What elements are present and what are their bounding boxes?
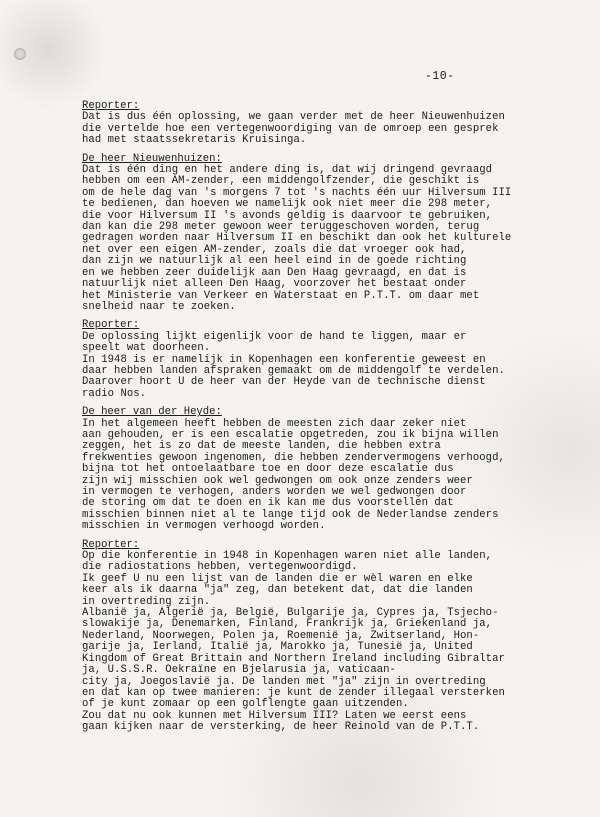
transcript-block	[82, 407, 592, 532]
speaker-label: De heer van der Heyde:	[82, 406, 222, 419]
transcript-line: ja, U.S.S.R. Oekraïne en Bjelarusia ja, vaticaan-	[82, 664, 396, 677]
transcript-line: en dat kan op twee manieren: je kunt de zender illegaal versterken	[82, 686, 505, 699]
transcript-line: zijn wij misschien ook wel gedwongen om ook onze zenders weer	[82, 474, 473, 487]
transcript-line: en we hebben zeer duidelijk aan Den Haag gevraagd, en dat is	[82, 266, 467, 279]
transcript-line: Kingdom of Great Brittain and Northern Ireland including Gibraltar	[82, 652, 505, 665]
transcript-line: had met staatssekretaris Kruisinga.	[82, 134, 307, 147]
transcript-line: snelheid naar te zoeken.	[82, 300, 236, 313]
transcript-block	[82, 320, 592, 400]
transcript-line: de storing om dat te doen en ik kan me dus voorstellen dat	[82, 497, 454, 510]
transcript-line: In het algemeen heeft hebben de meesten zich daar zeker niet	[82, 417, 467, 430]
transcript-line: Ik geef U nu een lijst van de landen die er wèl waren en elke	[82, 572, 473, 585]
transcript-line: zeggen, het is zo dat de meeste landen, die hebben extra	[82, 440, 441, 453]
transcript-line: of je kunt zomaar op een golflengte gaan uitzenden.	[82, 698, 409, 711]
transcript-line: die vertelde hoe een vertegenwoordiging van de omroep een gesprek	[82, 122, 499, 135]
punch-hole	[14, 48, 26, 60]
transcript-line: city ja, Joegoslavië ja. De landen met "ja" zijn in overtreding	[82, 675, 486, 688]
transcript-line: om de hele dag van 's morgens 7 tot 's nachts één uur Hilversum III	[82, 186, 512, 199]
transcript-line: In 1948 is er namelijk in Kopenhagen een konferentie geweest en	[82, 353, 486, 366]
transcript-block	[82, 154, 592, 314]
transcript-line: dan zijn we natuurlijk al een heel eind in de goede richting	[82, 255, 467, 268]
speaker-label: Reporter:	[82, 538, 140, 551]
transcript-line: natuurlijk niet alleen Den Haag, voorzover het bestaat onder	[82, 278, 467, 291]
transcript-line: aan gehouden, er is een escalatie opgetreden, zou ik bijna willen	[82, 428, 499, 441]
transcript-line: die radiostations hebben, vertegenwoordigd.	[82, 561, 358, 574]
transcript-line: slowakije ja, Denemarken, Finland, Frankrijk ja, Griekenland ja,	[82, 618, 493, 631]
transcript-line: Dat is dus één oplossing, we gaan verder met de heer Nieuwenhuizen	[82, 111, 505, 124]
transcript-line: het Ministerie van Verkeer en Waterstaat en P.T.T. om daar met	[82, 289, 480, 302]
transcript-line: misschien binnen niet al te lange tijd ook de Nederlandse zenders	[82, 508, 499, 521]
transcript-line: bijna tot het ontoelaatbare toe en door deze escalatie dus	[82, 463, 454, 476]
transcript-line: Op die konferentie in 1948 in Kopenhagen waren niet alle landen,	[82, 550, 493, 563]
transcript-line: Albanië ja, Algerië ja, België, Bulgarije ja, Cypres ja, Tsjecho-	[82, 607, 499, 620]
transcript-line: speelt wat doorheen.	[82, 342, 211, 355]
transcript-line: in overtreding zijn.	[82, 595, 211, 608]
transcript-body	[82, 101, 592, 741]
transcript-line: frekwenties gewoon ingenomen, die hebben zendervermogens verhoogd,	[82, 451, 505, 464]
transcript-line: die voor Hilversum II 's avonds geldig is daarvoor te gebruiken,	[82, 209, 493, 222]
transcript-line: gaan kijken naar de versterking, de heer Reinold van de P.T.T.	[82, 721, 480, 734]
transcript-block	[82, 101, 592, 147]
transcript-line: misschien in vermogen verhoogd worden.	[82, 520, 326, 533]
transcript-line: hebben om een AM-zender, een middengolfzender, die geschikt is	[82, 175, 480, 188]
transcript-line: garije ja, Ierland, Italië ja, Marokko ja, Tunesië ja, United	[82, 641, 473, 654]
transcript-line: Daarover hoort U de heer van der Heyde van de technische dienst	[82, 376, 486, 389]
page-number: -10-	[425, 70, 455, 83]
transcript-line: Dat is één ding en het andere ding is, dat wij dringend gevraagd	[82, 164, 493, 177]
transcript-line: daar hebben landen afspraken gemaakt om de middengolf te verdelen.	[82, 364, 505, 377]
speaker-label: Reporter:	[82, 319, 140, 332]
speaker-label: Reporter:	[82, 100, 140, 112]
speaker-label: De heer Nieuwenhuizen:	[82, 152, 222, 165]
transcript-line: radio Nos.	[82, 387, 147, 400]
transcript-line: Nederland, Noorwegen, Polen ja, Roemenië ja, Zwitserland, Hon-	[82, 629, 480, 642]
transcript-line: Zou dat nu ook kunnen met Hilversum III? Laten we eerst eens	[82, 709, 467, 722]
transcript-line: te bedienen, dan hoeven we namelijk ook niet meer die 298 meter,	[82, 198, 493, 211]
transcript-line: net over een eigen AM-zender, zoals die dat vroeger ook had,	[82, 243, 467, 256]
transcript-line: De oplossing lijkt eigenlijk voor de hand te liggen, maar er	[82, 330, 467, 343]
transcript-line: in vermogen te verhogen, anders worden we wel gedwongen door	[82, 486, 467, 498]
transcript-line: gedragen worden naar Hilversum II en beschikt dan ook het kulturele	[82, 232, 512, 245]
transcript-block	[82, 540, 592, 734]
transcript-line: dan kan die 298 meter gewoon weer teruggeschoven worden, terug	[82, 221, 480, 234]
transcript-line: keer als ik daarna "ja" zeg, dan betekent dat, dat die landen	[82, 584, 473, 597]
